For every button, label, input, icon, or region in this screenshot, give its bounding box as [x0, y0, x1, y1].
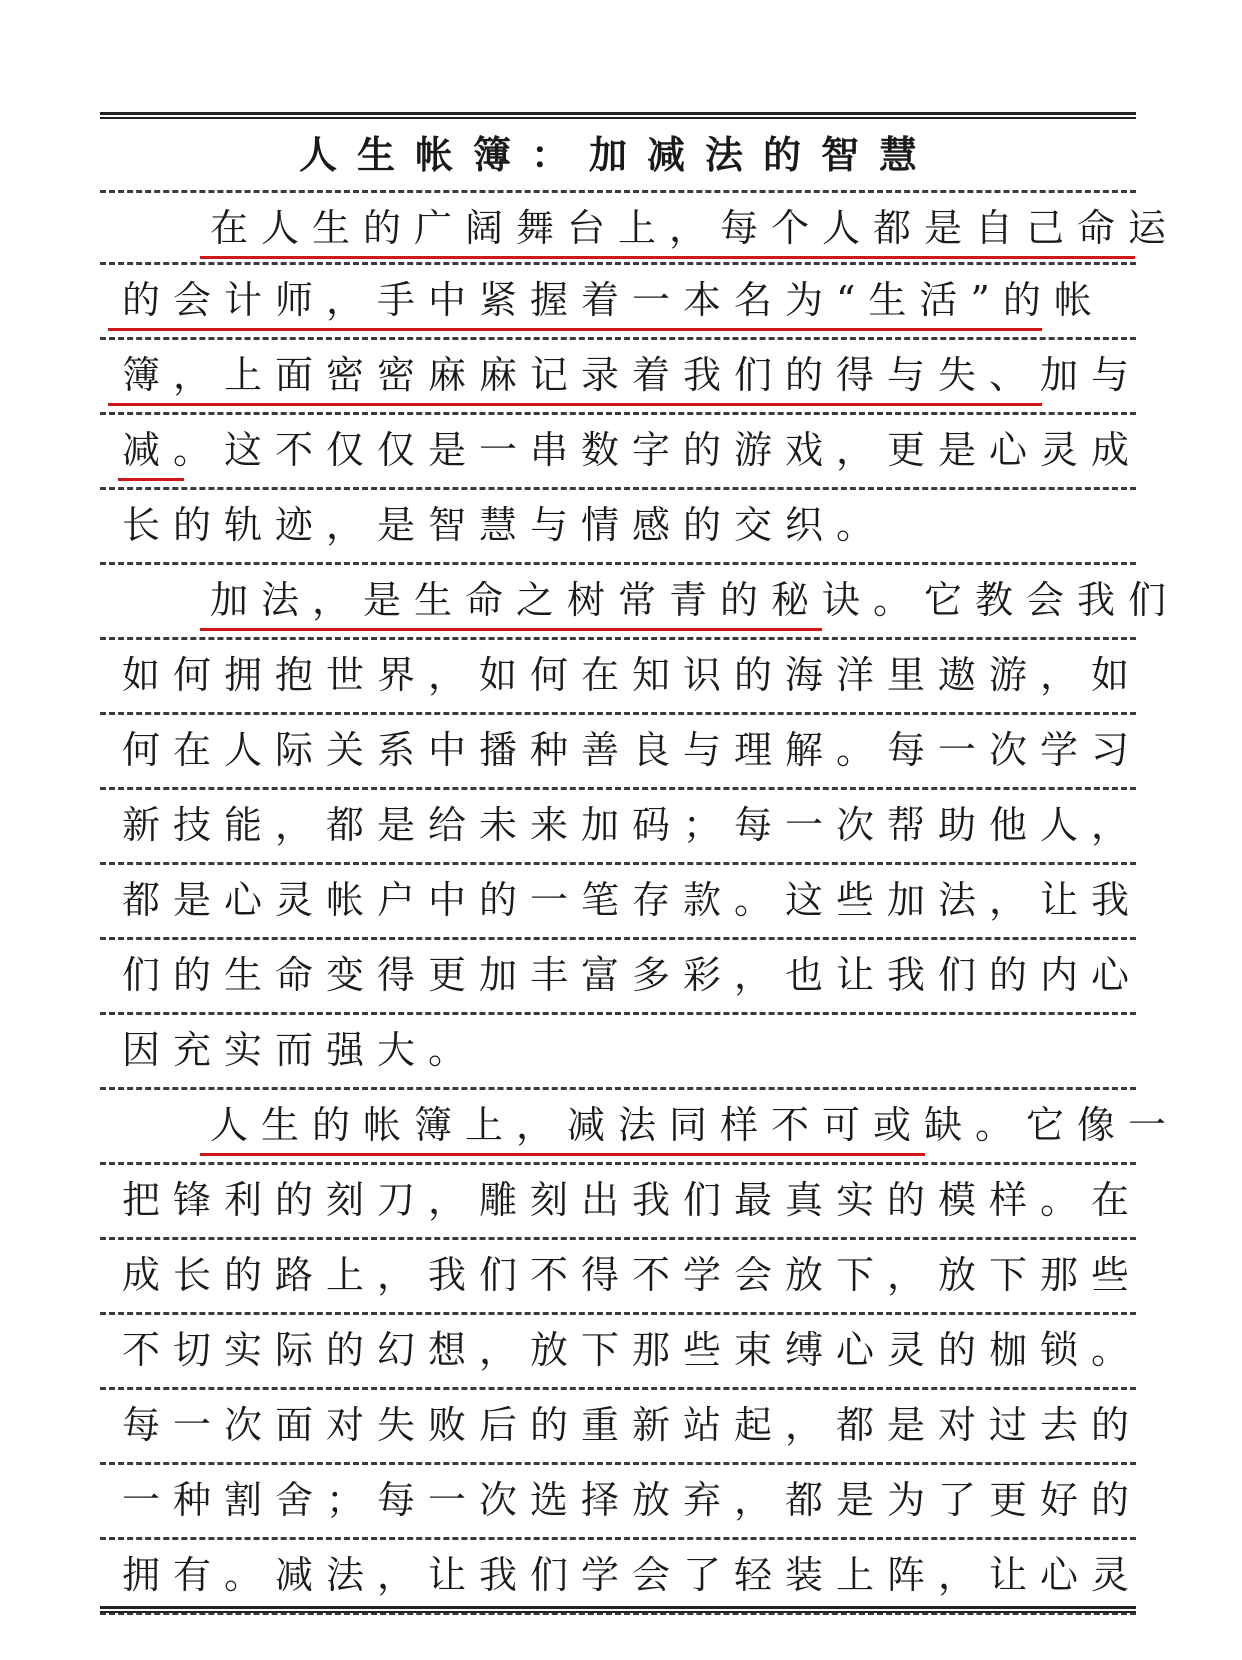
text-line: [100, 1240, 1143, 1315]
red-underline: [118, 478, 184, 481]
text-line: [100, 1165, 1143, 1240]
text-line: [100, 1540, 1143, 1615]
red-underline: [200, 1153, 925, 1156]
line-text: 在人生的广阔舞台上，每个人都是自己命运: [210, 206, 1180, 250]
ruled-lines: [100, 190, 1180, 1615]
text-line: [100, 340, 1143, 415]
text-line: [100, 865, 1143, 940]
text-line: [100, 715, 1143, 790]
line-text: 不切实际的幻想，放下那些束缚心灵的枷锁。: [122, 1328, 1143, 1372]
line-text: 如何拥抱世界，如何在知识的海洋里遨游，如: [122, 653, 1143, 697]
red-underline: [108, 403, 1042, 406]
bottom-double-rule: [100, 1606, 1136, 1613]
line-text: 簿，上面密密麻麻记录着我们的得与失、加与: [122, 353, 1143, 397]
red-underline: [200, 628, 822, 631]
top-double-rule: [100, 112, 1136, 119]
text-line: [100, 190, 1180, 265]
line-text: 一种割舍；每一次选择放弃，都是为了更好的: [122, 1478, 1143, 1522]
text-line: [100, 640, 1143, 715]
line-text: 人生的帐簿上，减法同样不可或缺。它像一: [210, 1103, 1180, 1147]
line-text: 减。这不仅仅是一串数字的游戏，更是心灵成: [122, 428, 1143, 472]
text-line: [100, 490, 1136, 565]
line-text: 把锋利的刻刀，雕刻出我们最真实的模样。在: [122, 1178, 1143, 1222]
line-text: 何在人际关系中播种善良与理解。每一次学习: [122, 728, 1143, 772]
text-line: [100, 1315, 1143, 1390]
line-text: 加法，是生命之树常青的秘诀。它教会我们: [210, 578, 1180, 622]
line-text: 成长的路上，我们不得不学会放下，放下那些: [122, 1253, 1143, 1297]
line-text: 长的轨迹，是智慧与情感的交织。: [122, 503, 888, 547]
text-line: [100, 1390, 1143, 1465]
red-underline: [200, 256, 1135, 259]
text-line: [100, 1090, 1180, 1165]
text-line: [100, 565, 1180, 640]
text-line: [100, 415, 1143, 490]
line-text: 都是心灵帐户中的一笔存款。这些加法，让我: [122, 878, 1143, 922]
text-line: [100, 940, 1143, 1015]
text-line: [100, 265, 1136, 340]
text-line: [100, 790, 1143, 865]
text-line: [100, 1465, 1143, 1540]
red-underline: [108, 328, 1042, 331]
page-title: 人生帐簿：加减法的智慧: [298, 132, 937, 177]
line-text: 拥有。减法，让我们学会了轻装上阵，让心灵: [122, 1553, 1143, 1597]
line-text: 每一次面对失败后的重新站起，都是对过去的: [122, 1403, 1143, 1447]
line-text: 的会计师，手中紧握着一本名为“生活”的帐: [122, 278, 1105, 322]
text-line: [100, 1015, 1136, 1090]
line-text: 因充实而强大。: [122, 1028, 480, 1072]
line-text: 们的生命变得更加丰富多彩，也让我们的内心: [122, 953, 1143, 997]
line-text: 新技能，都是给未来加码；每一次帮助他人，: [122, 803, 1143, 847]
